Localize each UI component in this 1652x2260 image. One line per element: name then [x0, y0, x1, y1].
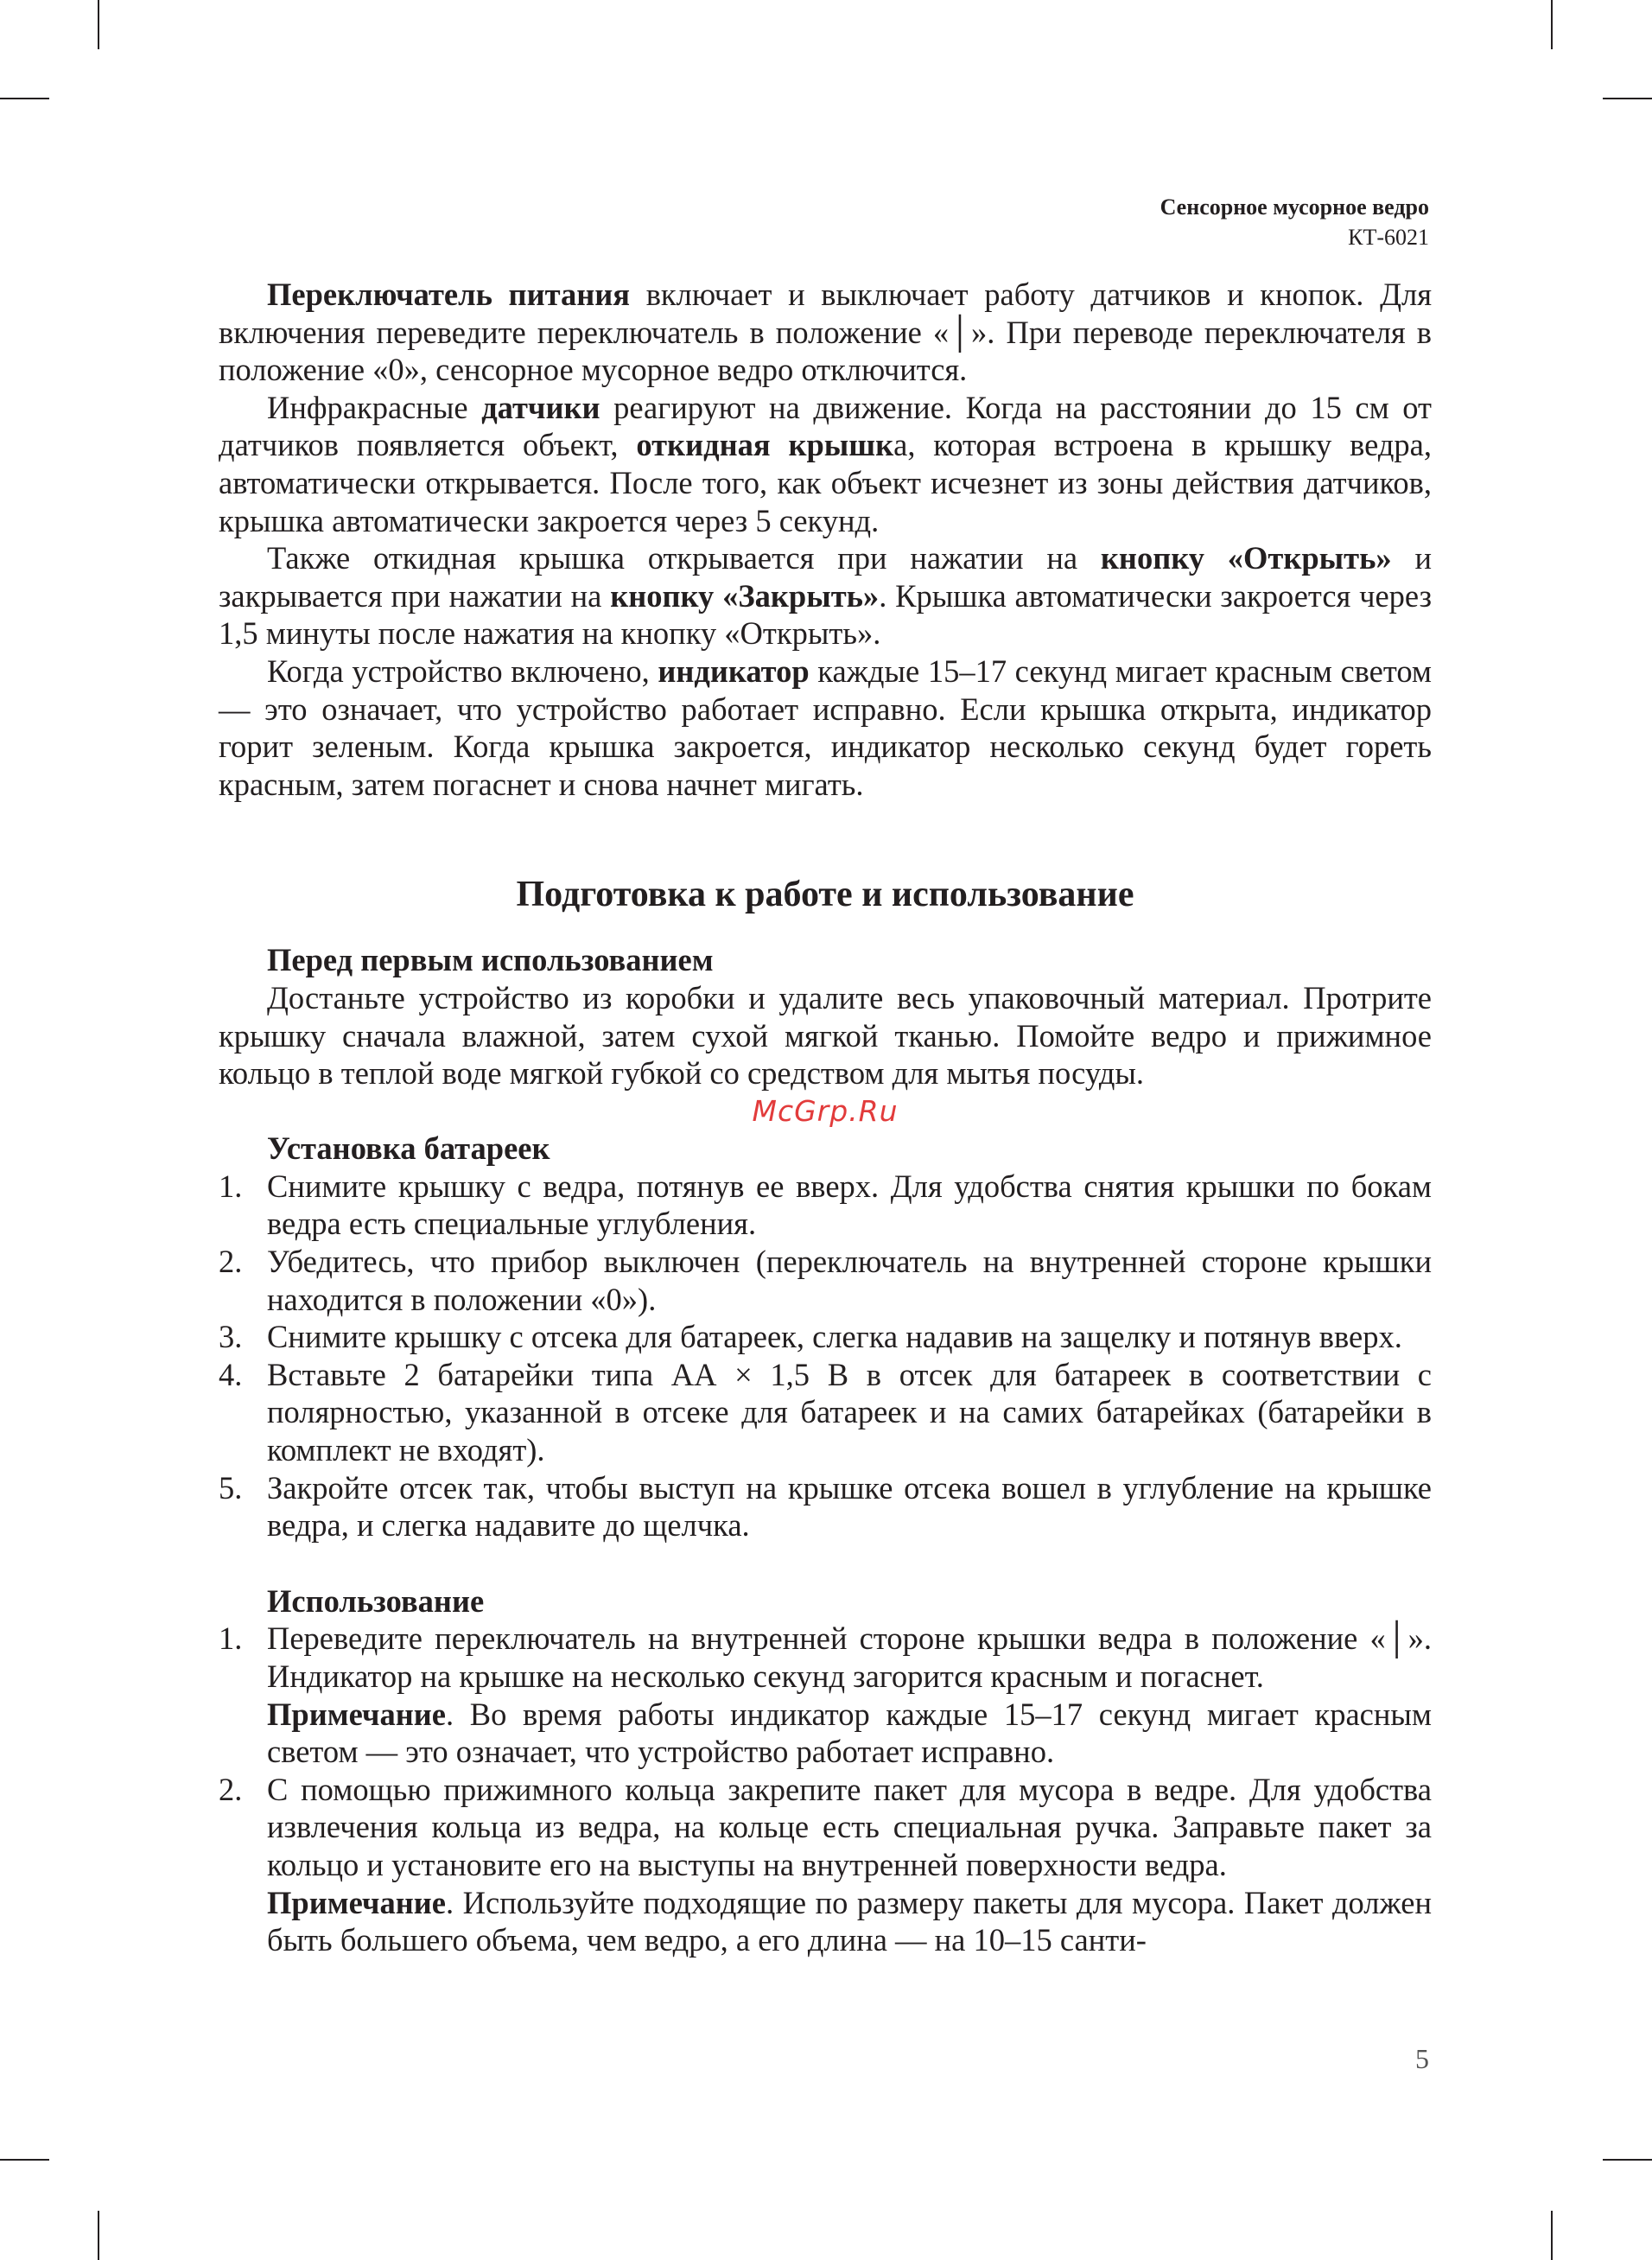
subheading-first-use: Перед первым использованием: [267, 942, 714, 978]
paragraph-power-switch: Переключатель питания включает и выключает работу датчиков и кнопок. Для включения переведите переключатель в положение «│». При переводе переключателя в положение «0», сенсорное мусорное ведро отключится.: [219, 277, 1432, 388]
crop-mark: [98, 0, 99, 49]
header-title: Сенсорное мусорное ведро: [1160, 194, 1429, 220]
crop-mark: [0, 98, 49, 99]
crop-mark: [1603, 2159, 1652, 2161]
paragraph-indicator: Когда устройство включено, индикатор каждые 15–17 секунд мигает красным светом — это означает, что устройство работает исправно. Если крышка открыта, индикатор горит зеленым. Когда крышка закроется, индикатор несколько секунд будет гореть красным, затем погаснет и снова начнет мигать.: [219, 653, 1432, 802]
subheading-batteries: Установка батареек: [267, 1130, 550, 1167]
list-item: 1. Переведите переключатель на внутренней стороне крышки ведра в положение «│». Индикатор на крышке на несколько секунд загорится красным и погаснет. Примечание. Во время работы индикатор каждые 15–17 секунд мигает красным светом — это означает, что устройство работает исправно.: [219, 1620, 1432, 1770]
usage-steps-list: [219, 1620, 1432, 1958]
paragraph-sensors: Инфракрасные датчики реагируют на движение. Когда на расстоянии до 15 см от датчиков появляется объект, откидная крышка, которая встроена в крышку ведра, автоматически открывается. После того, как объект исчезнет из зоны действия датчиков, крышка автоматически закроется через 5 секунд.: [219, 389, 1432, 538]
list-item: 2. Убедитесь, что прибор выключен (переключатель на внутренней стороне крышки находится в положении «0»).: [219, 1244, 1432, 1317]
crop-mark: [98, 2211, 99, 2260]
page-body: [219, 276, 1432, 1959]
header-model: КТ-6021: [1348, 225, 1429, 250]
term-flip-lid: откидная крышк: [636, 427, 894, 463]
section-title: Подготовка к работе и использование: [516, 875, 1134, 915]
list-item: 1. Снимите крышку с ведра, потянув ее вверх. Для удобства снятия крышки по бокам ведра есть специальные углубления.: [219, 1168, 1432, 1242]
paragraph-first-use: Достаньте устройство из коробки и удалите весь упаковочный материал. Протрите крышку сначала влажной, затем сухой мягкой тканью. Помойте ведро и прижимное кольцо в теплой воде мягкой губкой со средством для мытья посуды.: [219, 979, 1432, 1092]
paragraph-buttons: Также откидная крышка открывается при нажатии на кнопку «Открыть» и закрывается при нажатии на кнопку «Закрыть». Крышка автоматически закроется через 1,5 минуты после нажатия на кнопку «Открыть».: [219, 540, 1432, 652]
crop-mark: [1551, 0, 1553, 49]
subheading-usage: Использование: [267, 1582, 485, 1619]
watermark: McGrp.Ru: [752, 1093, 899, 1128]
page-number: 5: [1415, 2043, 1429, 2074]
list-item: 5. Закройте отсек так, чтобы выступ на крышке отсека вошел в углубление на крышке ведра, и слегка надавите до щелчка.: [219, 1469, 1432, 1544]
term-open-button: кнопку «Открыть»: [1100, 540, 1392, 576]
running-header: [1160, 192, 1429, 252]
crop-mark: [1603, 98, 1652, 99]
crop-mark: [0, 2159, 49, 2161]
note-label: Примечание: [267, 1696, 446, 1732]
list-item: 2. С помощью прижимного кольца закрепите пакет для мусора в ведре. Для удобства извлечения кольца из ведра, на кольце есть специальная ручка. Заправьте пакет за кольцо и установите его на выступы на внутренней поверхности ведра. Примечание. Используйте подходящие по размеру пакеты для мусора. Пакет должен быть большего объема, чем ведро, а его длина — на 10–15 санти-: [219, 1771, 1432, 1958]
crop-mark: [1551, 2211, 1553, 2260]
term-sensors: датчики: [481, 389, 600, 425]
list-item: 4. Вставьте 2 батарейки типа АА × 1,5 В в отсек для батареек в соответствии с полярностью, указанной в отсеке для батареек и на самих батарейках (батарейки в комплект не входят).: [219, 1356, 1432, 1468]
list-item: 3. Снимите крышку с отсека для батареек, слегка надавив на защелку и потянув вверх.: [219, 1319, 1402, 1355]
term-indicator: индикатор: [658, 653, 810, 689]
battery-steps-list: [219, 1168, 1432, 1544]
term-power-switch: Переключатель питания: [267, 277, 631, 312]
note-label: Примечание: [267, 1884, 446, 1920]
term-close-button: кнопку «Закрыть»: [610, 577, 880, 614]
